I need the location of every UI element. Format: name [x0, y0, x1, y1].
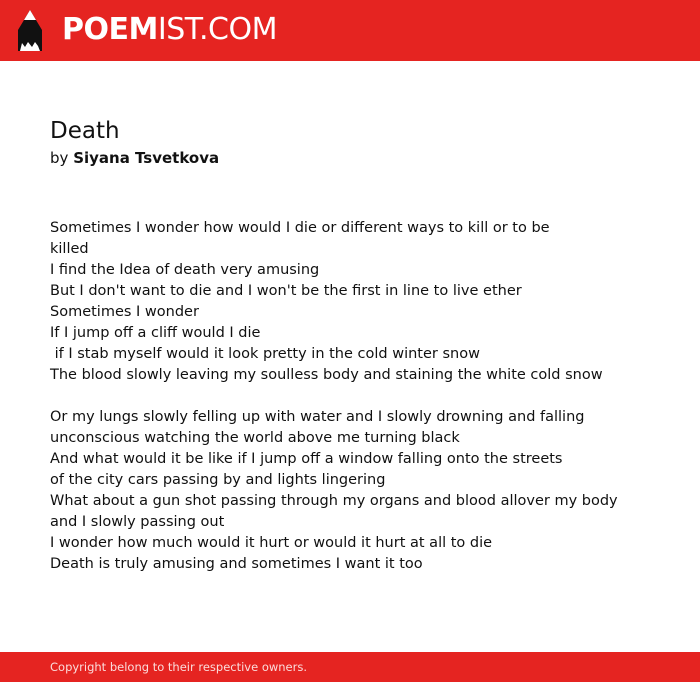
- poem-line: Or my lungs slowly felling up with water and I slowly drowning and falling: [50, 409, 585, 425]
- poem-line: if I stab myself would it look pretty in the cold winter snow: [50, 346, 480, 362]
- poem-line: The blood slowly leaving my soulless body and staining the white cold snow: [50, 367, 603, 383]
- author-name: Siyana Tsvetkova: [73, 149, 220, 167]
- pencil-icon[interactable]: [18, 10, 42, 51]
- site-footer: [0, 652, 700, 682]
- stanza: [50, 407, 670, 575]
- logo-light-text: IST.COM: [157, 12, 277, 47]
- copyright-text: Copyright belong to their respective owners.: [50, 660, 308, 674]
- poem-line: I find the Idea of death very amusing: [50, 262, 320, 278]
- stanza: [50, 218, 670, 386]
- poem-line: Sometimes I wonder how would I die or different ways to kill or to be: [50, 220, 550, 236]
- poem-line: Sometimes I wonder: [50, 304, 199, 320]
- logo-bold-text: POEM: [62, 12, 158, 47]
- poem-line: I wonder how much would it hurt or would it hurt at all to die: [50, 535, 493, 551]
- poem-title: Death: [50, 118, 120, 144]
- site-header: [0, 0, 700, 61]
- poem-line: And what would it be like if I jump off a window falling onto the streets: [50, 451, 563, 467]
- poem-line: Death is truly amusing and sometimes I want it too: [50, 556, 423, 572]
- poem-line: of the city cars passing by and lights lingering: [50, 472, 386, 488]
- poem-line: If I jump off a cliff would I die: [50, 325, 261, 341]
- poem-line: unconscious watching the world above me turning black: [50, 430, 460, 446]
- poem-line: But I don't want to die and I won't be the first in line to live ether: [50, 283, 522, 299]
- poem-line: and I slowly passing out: [50, 514, 225, 530]
- poem-byline: [50, 148, 219, 169]
- poem-line: What about a gun shot passing through my organs and blood allover my body: [50, 493, 618, 509]
- site-logo[interactable]: [62, 11, 277, 49]
- poem-body: [50, 218, 670, 596]
- by-label: by: [50, 149, 69, 167]
- poem-line: killed: [50, 241, 89, 257]
